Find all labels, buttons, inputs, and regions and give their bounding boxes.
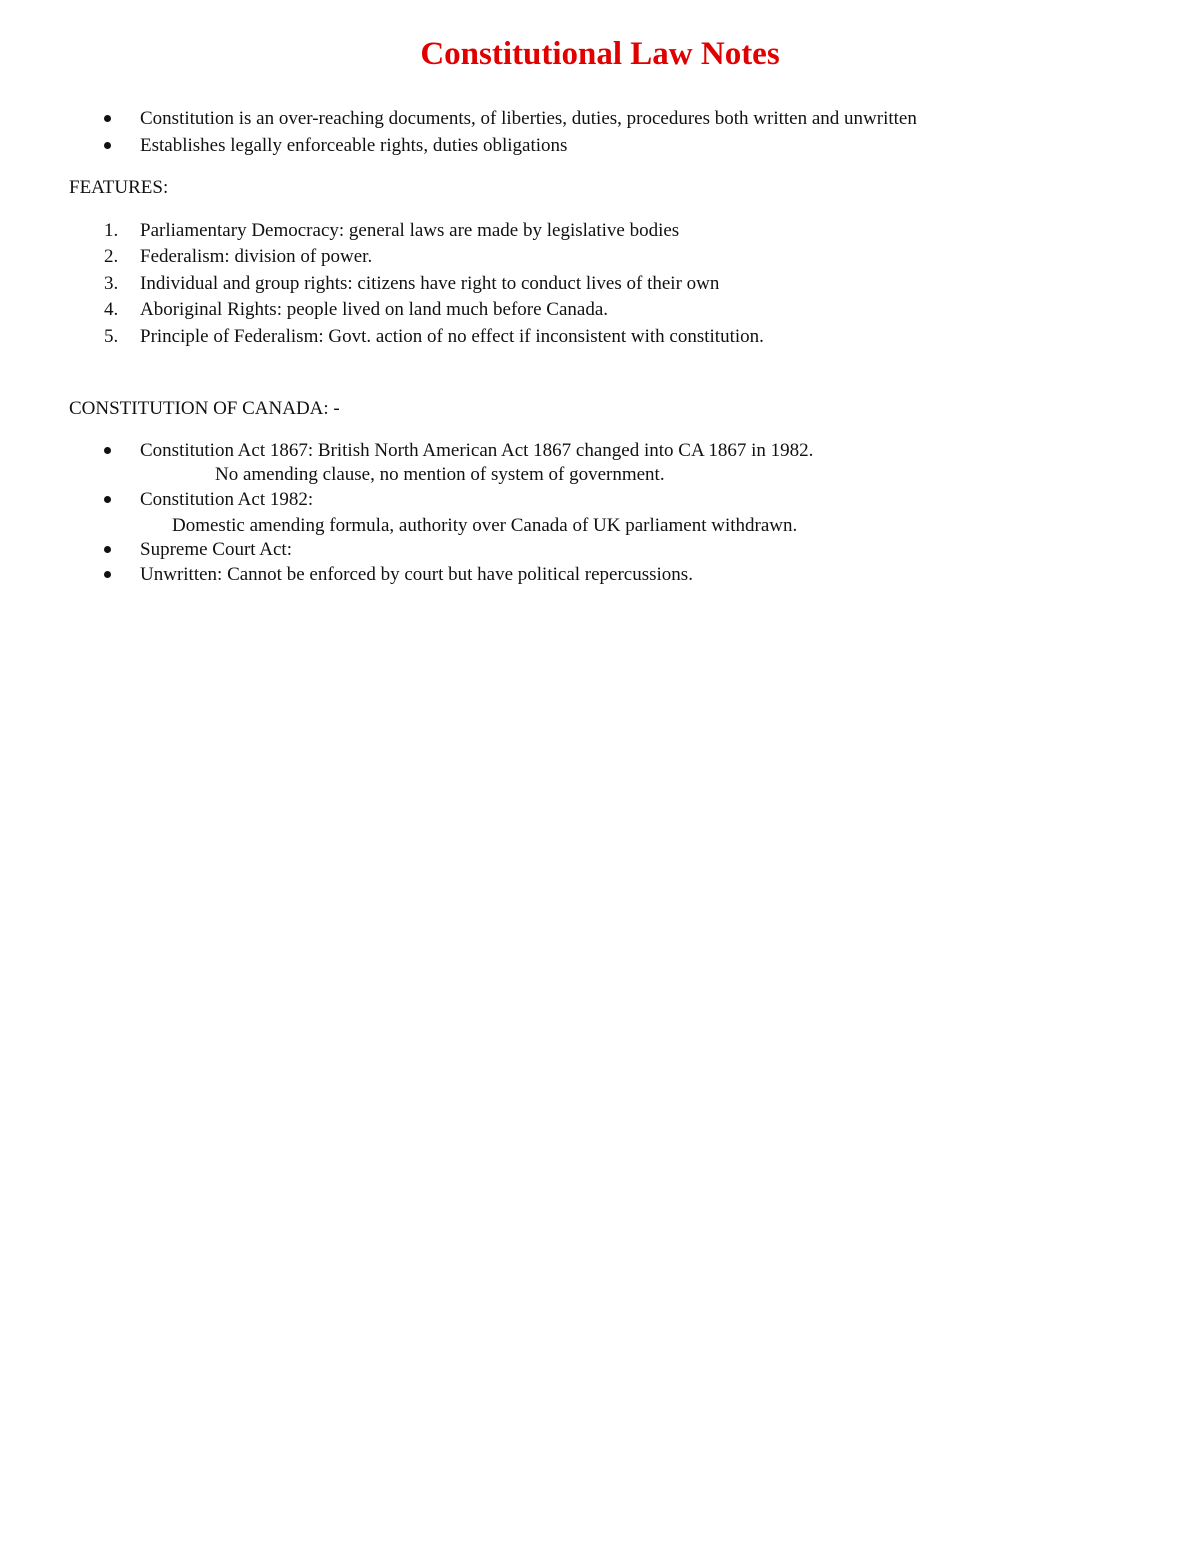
constitution-heading: CONSTITUTION OF CANADA: -: [69, 398, 340, 419]
list-number: 2.: [104, 246, 119, 267]
features-heading: FEATURES:: [69, 177, 169, 198]
feature-item-1: Parliamentary Democracy: general laws are made by legislative bodies: [140, 220, 680, 241]
constitution-item-2-note: Domestic amending formula, authority over Canada of UK parliament withdrawn.: [172, 515, 798, 536]
list-number: 1.: [104, 220, 119, 241]
constitution-item-3: Supreme Court Act:: [140, 539, 292, 560]
feature-item-4: Aboriginal Rights: people lived on land much before Canada.: [140, 299, 609, 320]
constitution-item-2: Constitution Act 1982:: [140, 489, 314, 510]
intro-bullet-2: Establishes legally enforceable rights, duties obligations: [140, 135, 568, 156]
feature-item-2: Federalism: division of power.: [140, 246, 373, 267]
list-number: 4.: [104, 299, 119, 320]
feature-item-5: Principle of Federalism: Govt. action of no effect if inconsistent with constitution.: [140, 326, 764, 347]
intro-bullet-1: Constitution is an over-reaching documents, of liberties, duties, procedures both written and unwritten: [140, 108, 917, 129]
document-title: Constitutional Law Notes: [420, 36, 780, 72]
constitution-item-4: Unwritten: Cannot be enforced by court but have political repercussions.: [140, 564, 693, 585]
list-number: 5.: [104, 326, 119, 347]
list-number: 3.: [104, 273, 119, 294]
constitution-item-1: Constitution Act 1867: British North American Act 1867 changed into CA 1867 in 1982.: [140, 440, 814, 461]
constitution-item-1-note: No amending clause, no mention of system of government.: [215, 464, 665, 485]
feature-item-3: Individual and group rights: citizens have right to conduct lives of their own: [140, 273, 720, 294]
